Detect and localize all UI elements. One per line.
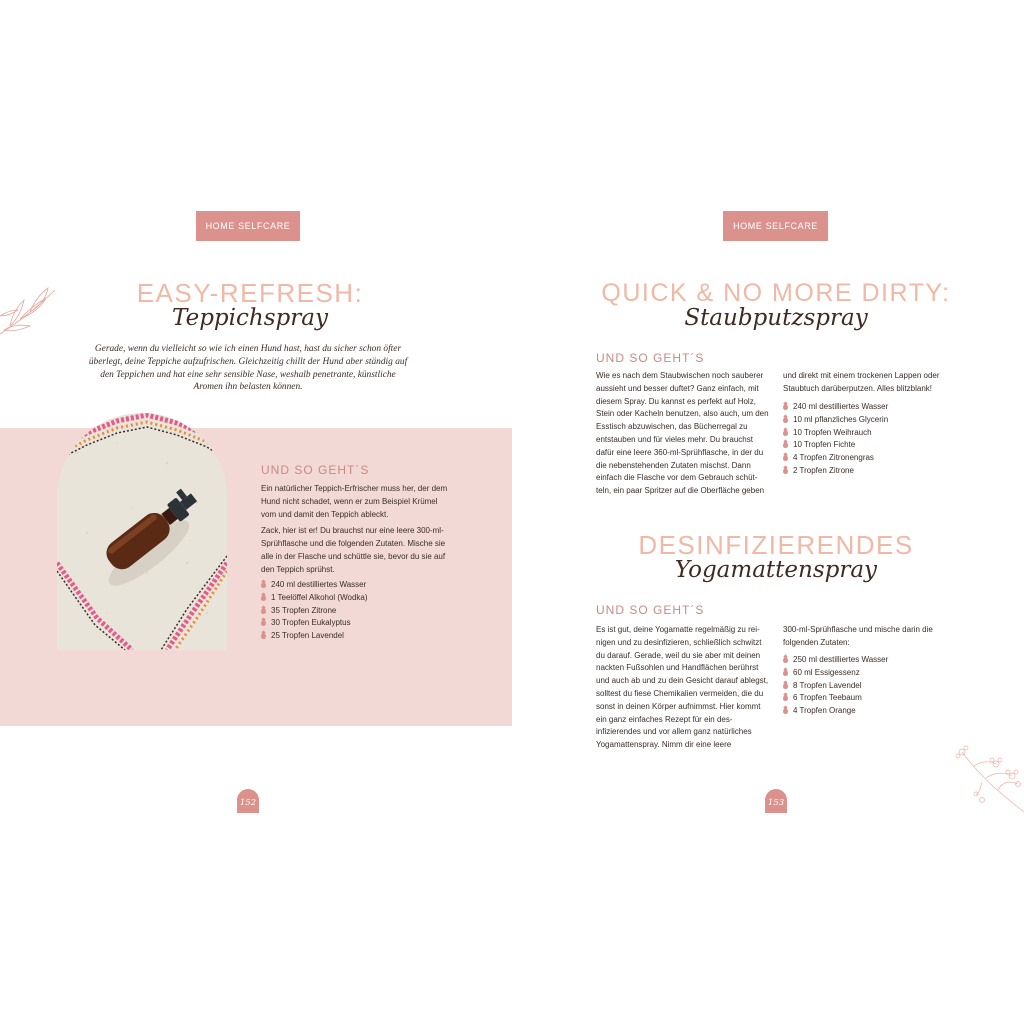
drop-icon — [783, 708, 788, 714]
ingredient-item: 2 Tropfen Zitrone — [783, 465, 958, 478]
ingredient-item: 35 Tropfen Zitrone — [261, 605, 451, 618]
drop-icon — [783, 683, 788, 689]
recipe-title-script: Teppichspray — [172, 305, 328, 331]
drop-icon — [261, 595, 266, 601]
howto-text — [261, 483, 449, 581]
drop-icon — [783, 430, 788, 436]
ingredient-list — [261, 579, 451, 643]
intro-text: Gerade, wenn du vielleicht so wie ich einen Hund hast, hast du sicher schon öfter überlegt, deine Teppiche aufzufrischen. Gleichzeitig chillt der Hund aber ständig auf den Teppichen und hat eine sehr sensible Nase, weshalb penetrante, künstliche Aromen ihn belasten können. — [88, 344, 408, 393]
ingredient-item: 30 Tropfen Eukalyptus — [261, 617, 451, 630]
ingredient-item: 4 Tropfen Orange — [783, 705, 958, 718]
drop-icon — [783, 657, 788, 663]
ingredient-item: 10 ml pflanzliches Glycerin — [783, 414, 958, 427]
category-badge: HOME SELFCARE — [723, 211, 828, 241]
drop-icon — [783, 468, 788, 474]
ingredient-item: 6 Tropfen Teebaum — [783, 692, 958, 705]
drop-icon — [783, 404, 788, 410]
recipe-title-script: Yogamattenspray — [674, 557, 878, 583]
ingredient-list — [783, 401, 958, 478]
howto-paragraph: Zack, hier ist er! Du brauchst nur eine leere 300-ml-Sprühflasche und die folgenden Zutaten. Mische sie alle in der Flasche und schüttle sie, bevor du sie auf den Teppich sprühst. — [261, 526, 446, 574]
ingredient-item: 250 ml destilliertes Wasser — [783, 654, 958, 667]
recipe-title-script: Staubputzspray — [684, 305, 868, 331]
recipe-text-col2: 300-ml-Sprühflasche und mische darin die folgenden Zutaten: — [783, 625, 933, 647]
leaf-illustration-icon — [0, 276, 60, 338]
recipe-text-col1: Wie es nach dem Staubwischen noch sauberer aussieht und besser duftet? Ganz einfach, mit diesem Spray. Du kannst es perfekt auf Holz, Stein oder Kacheln benutzen, also auch, um den Esstisch abzuwischen, das Bücherregal zu entstauben und für vieles mehr. Du brauchst dafür eine leere 360-ml-Sprühflasche, in der du die nebenstehenden Zutaten mischst. Dann einfach die Flasche vor dem Gebrauch schüt-teln, ein paar Spritzer auf die Oberfläche geben — [596, 371, 769, 496]
recipe-title-top: QUICK & NO MORE DIRTY: — [601, 279, 951, 307]
drop-icon — [783, 695, 788, 701]
flower-illustration-icon — [952, 742, 1024, 814]
recipe-title-top: DESINFIZIERENDES — [638, 530, 914, 560]
drop-icon — [261, 633, 266, 639]
ingredient-item: 10 Tropfen Fichte — [783, 439, 958, 452]
recipe-text-col2: und direkt mit einem trockenen Lappen oder Staubtuch darüberputzen. Alles blitzblank! — [783, 371, 940, 393]
drop-icon — [783, 455, 788, 461]
howto-heading: UND SO GEHT´S — [261, 463, 370, 477]
ingredient-item: 60 ml Essigessenz — [783, 667, 958, 680]
ingredient-item: 4 Tropfen Zitronengras — [783, 452, 958, 465]
ingredient-item: 1 Teelöffel Alkohol (Wodka) — [261, 592, 451, 605]
spray-bottle-photo — [57, 413, 227, 650]
ingredient-item: 8 Tropfen Lavendel — [783, 680, 958, 693]
howto-heading: UND SO GEHT´S — [596, 603, 705, 617]
ingredient-item: 240 ml destilliertes Wasser — [783, 401, 958, 414]
drop-icon — [261, 608, 266, 614]
recipe-title-top: EASY-REFRESH: — [136, 278, 364, 308]
ingredient-list — [783, 654, 958, 718]
howto-heading: UND SO GEHT´S — [596, 351, 705, 365]
page-number: 152 — [237, 789, 259, 813]
drop-icon — [261, 620, 266, 626]
drop-icon — [261, 582, 266, 588]
drop-icon — [783, 417, 788, 423]
ingredient-item: 240 ml destilliertes Wasser — [261, 579, 451, 592]
recipe-text-col1: Es ist gut, deine Yogamatte regelmäßig zu rei-nigen und zu desinfizieren, schließlich schwitzt du darauf. Gerade, weil du sie aber mit deinen nackten Fußsohlen und Handflächen berührst und auch ab und zu dein Gesicht darauf ablegst, solltest du fiese Chemikalien vermeiden, die du sonst in deinen Körper aufnimmst. Hier kommt ein ganz einfaches Rezept für ein des-infizierendes und vor allem ganz natürliches Yogamattenspray. Nimm dir eine leere — [596, 625, 769, 750]
category-badge: HOME SELFCARE — [196, 211, 300, 241]
howto-paragraph: Ein natürlicher Teppich-Erfrischer muss her, der dem Hund nicht schadet, wenn er zum Beispiel Krümel vom und damit den Teppich ableckt. — [261, 484, 448, 519]
ingredient-item: 25 Tropfen Lavendel — [261, 630, 451, 643]
ingredient-item: 10 Tropfen Weihrauch — [783, 427, 958, 440]
drop-icon — [783, 670, 788, 676]
page-number: 153 — [765, 789, 787, 813]
drop-icon — [783, 442, 788, 448]
